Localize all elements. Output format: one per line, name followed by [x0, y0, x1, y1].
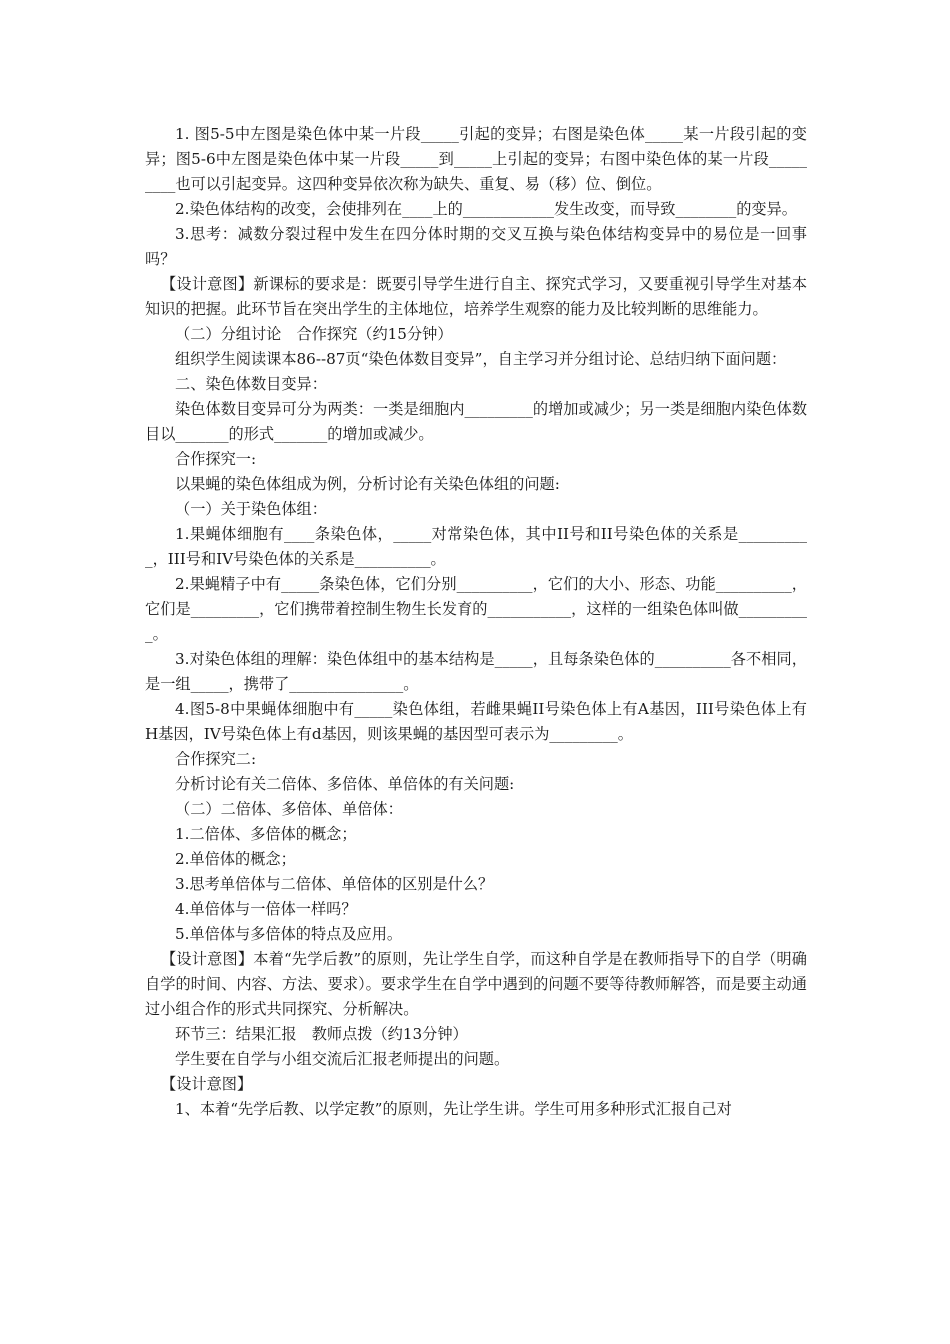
paragraph: 1. 图5-5中左图是染色体中某一片段_____引起的变异；右图是染色体_____某一片段引起的变异；图5-6中左图是染色体中某一片段_____到_____上引起的变异；右图中染色体的某一片段_________也可以引起变异。这四种变异依次称为缺失、重复、易（移）位、倒位。: [145, 125, 807, 193]
paragraph: 分析讨论有关二倍体、多倍体、单倍体的有关问题:: [175, 775, 515, 793]
paragraph: 3.思考单倍体与二倍体、单倍体的区别是什么？: [175, 875, 494, 893]
paragraph: （二）分组讨论 合作探究（约15分钟）: [175, 325, 453, 343]
paragraph: 学生要在自学与小组交流后汇报老师提出的问题。: [175, 1050, 510, 1068]
paragraph: 2.染色体结构的改变，会使排列在____上的____________发生改变，而导致________的变异。: [175, 200, 797, 218]
paragraph: 【设计意图】本着“先学后教”的原则，先让学生自学，而这种自学是在教师指导下的自学（明确自学的时间、内容、方法、要求）。要求学生在自学中遇到的问题不要等待教师解答，而是要主动通过小组合作的形式共同探究、分析解决。: [145, 950, 807, 1018]
paragraph: 2.果蝇精子中有_____条染色体，它们分别__________，它们的大小、形态、功能__________，它们是_________，它们携带着控制生物生长发育的___________，这样的一组染色体叫做__________。: [145, 575, 807, 643]
paragraph: 二、染色体数目变异：: [175, 375, 327, 393]
document-page: [145, 122, 807, 1122]
paragraph: 1、本着“先学后教、以学定教”的原则，先让学生讲。学生可用多种形式汇报自己对: [175, 1100, 732, 1118]
paragraph: 环节三：结果汇报 教师点拨（约13分钟）: [175, 1025, 468, 1043]
paragraph: 合作探究一:: [175, 450, 257, 468]
paragraph: 1.二倍体、多倍体的概念；: [175, 825, 357, 843]
paragraph: 【设计意图】新课标的要求是：既要引导学生进行自主、探究式学习，又要重视引导学生对基本知识的把握。此环节旨在突出学生的主体地位，培养学生观察的能力及比较判断的思维能力。: [145, 275, 807, 318]
paragraph: 组织学生阅读课本86--87页“染色体数目变异”，自主学习并分组讨论、总结归纳下面问题：: [175, 350, 787, 368]
paragraph: 以果蝇的染色体组成为例，分析讨论有关染色体组的问题:: [175, 475, 560, 493]
paragraph: 1.果蝇体细胞有____条染色体，_____对常染色体，其中II号和II号染色体的关系是__________，III号和IV号染色体的关系是__________。: [145, 525, 807, 568]
paragraph: 染色体数目变异可分为两类：一类是细胞内_________的增加或减少；另一类是细胞内染色体数目以_______的形式_______的增加或减少。: [145, 400, 807, 443]
paragraph: 3.思考：减数分裂过程中发生在四分体时期的交叉互换与染色体结构变异中的易位是一回事吗？: [145, 225, 807, 268]
paragraph: 【设计意图】: [161, 1075, 253, 1093]
paragraph: 3.对染色体组的理解：染色体组中的基本结构是_____，且每条染色体的__________各不相同，是一组_____，携带了_______________。: [145, 650, 807, 693]
paragraph: 合作探究二:: [175, 750, 257, 768]
paragraph: 4.单倍体与一倍体一样吗？: [175, 900, 357, 918]
paragraph: 4.图5-8中果蝇体细胞中有_____染色体组，若雌果蝇II号染色体上有A基因，III号染色体上有H基因，IV号染色体上有d基因，则该果蝇的基因型可表示为_________。: [145, 700, 807, 743]
paragraph: （一）关于染色体组：: [175, 500, 327, 518]
paragraph: 2.单倍体的概念；: [175, 850, 296, 868]
paragraph: （二）二倍体、多倍体、单倍体：: [175, 800, 403, 818]
paragraph: 5.单倍体与多倍体的特点及应用。: [175, 925, 403, 943]
